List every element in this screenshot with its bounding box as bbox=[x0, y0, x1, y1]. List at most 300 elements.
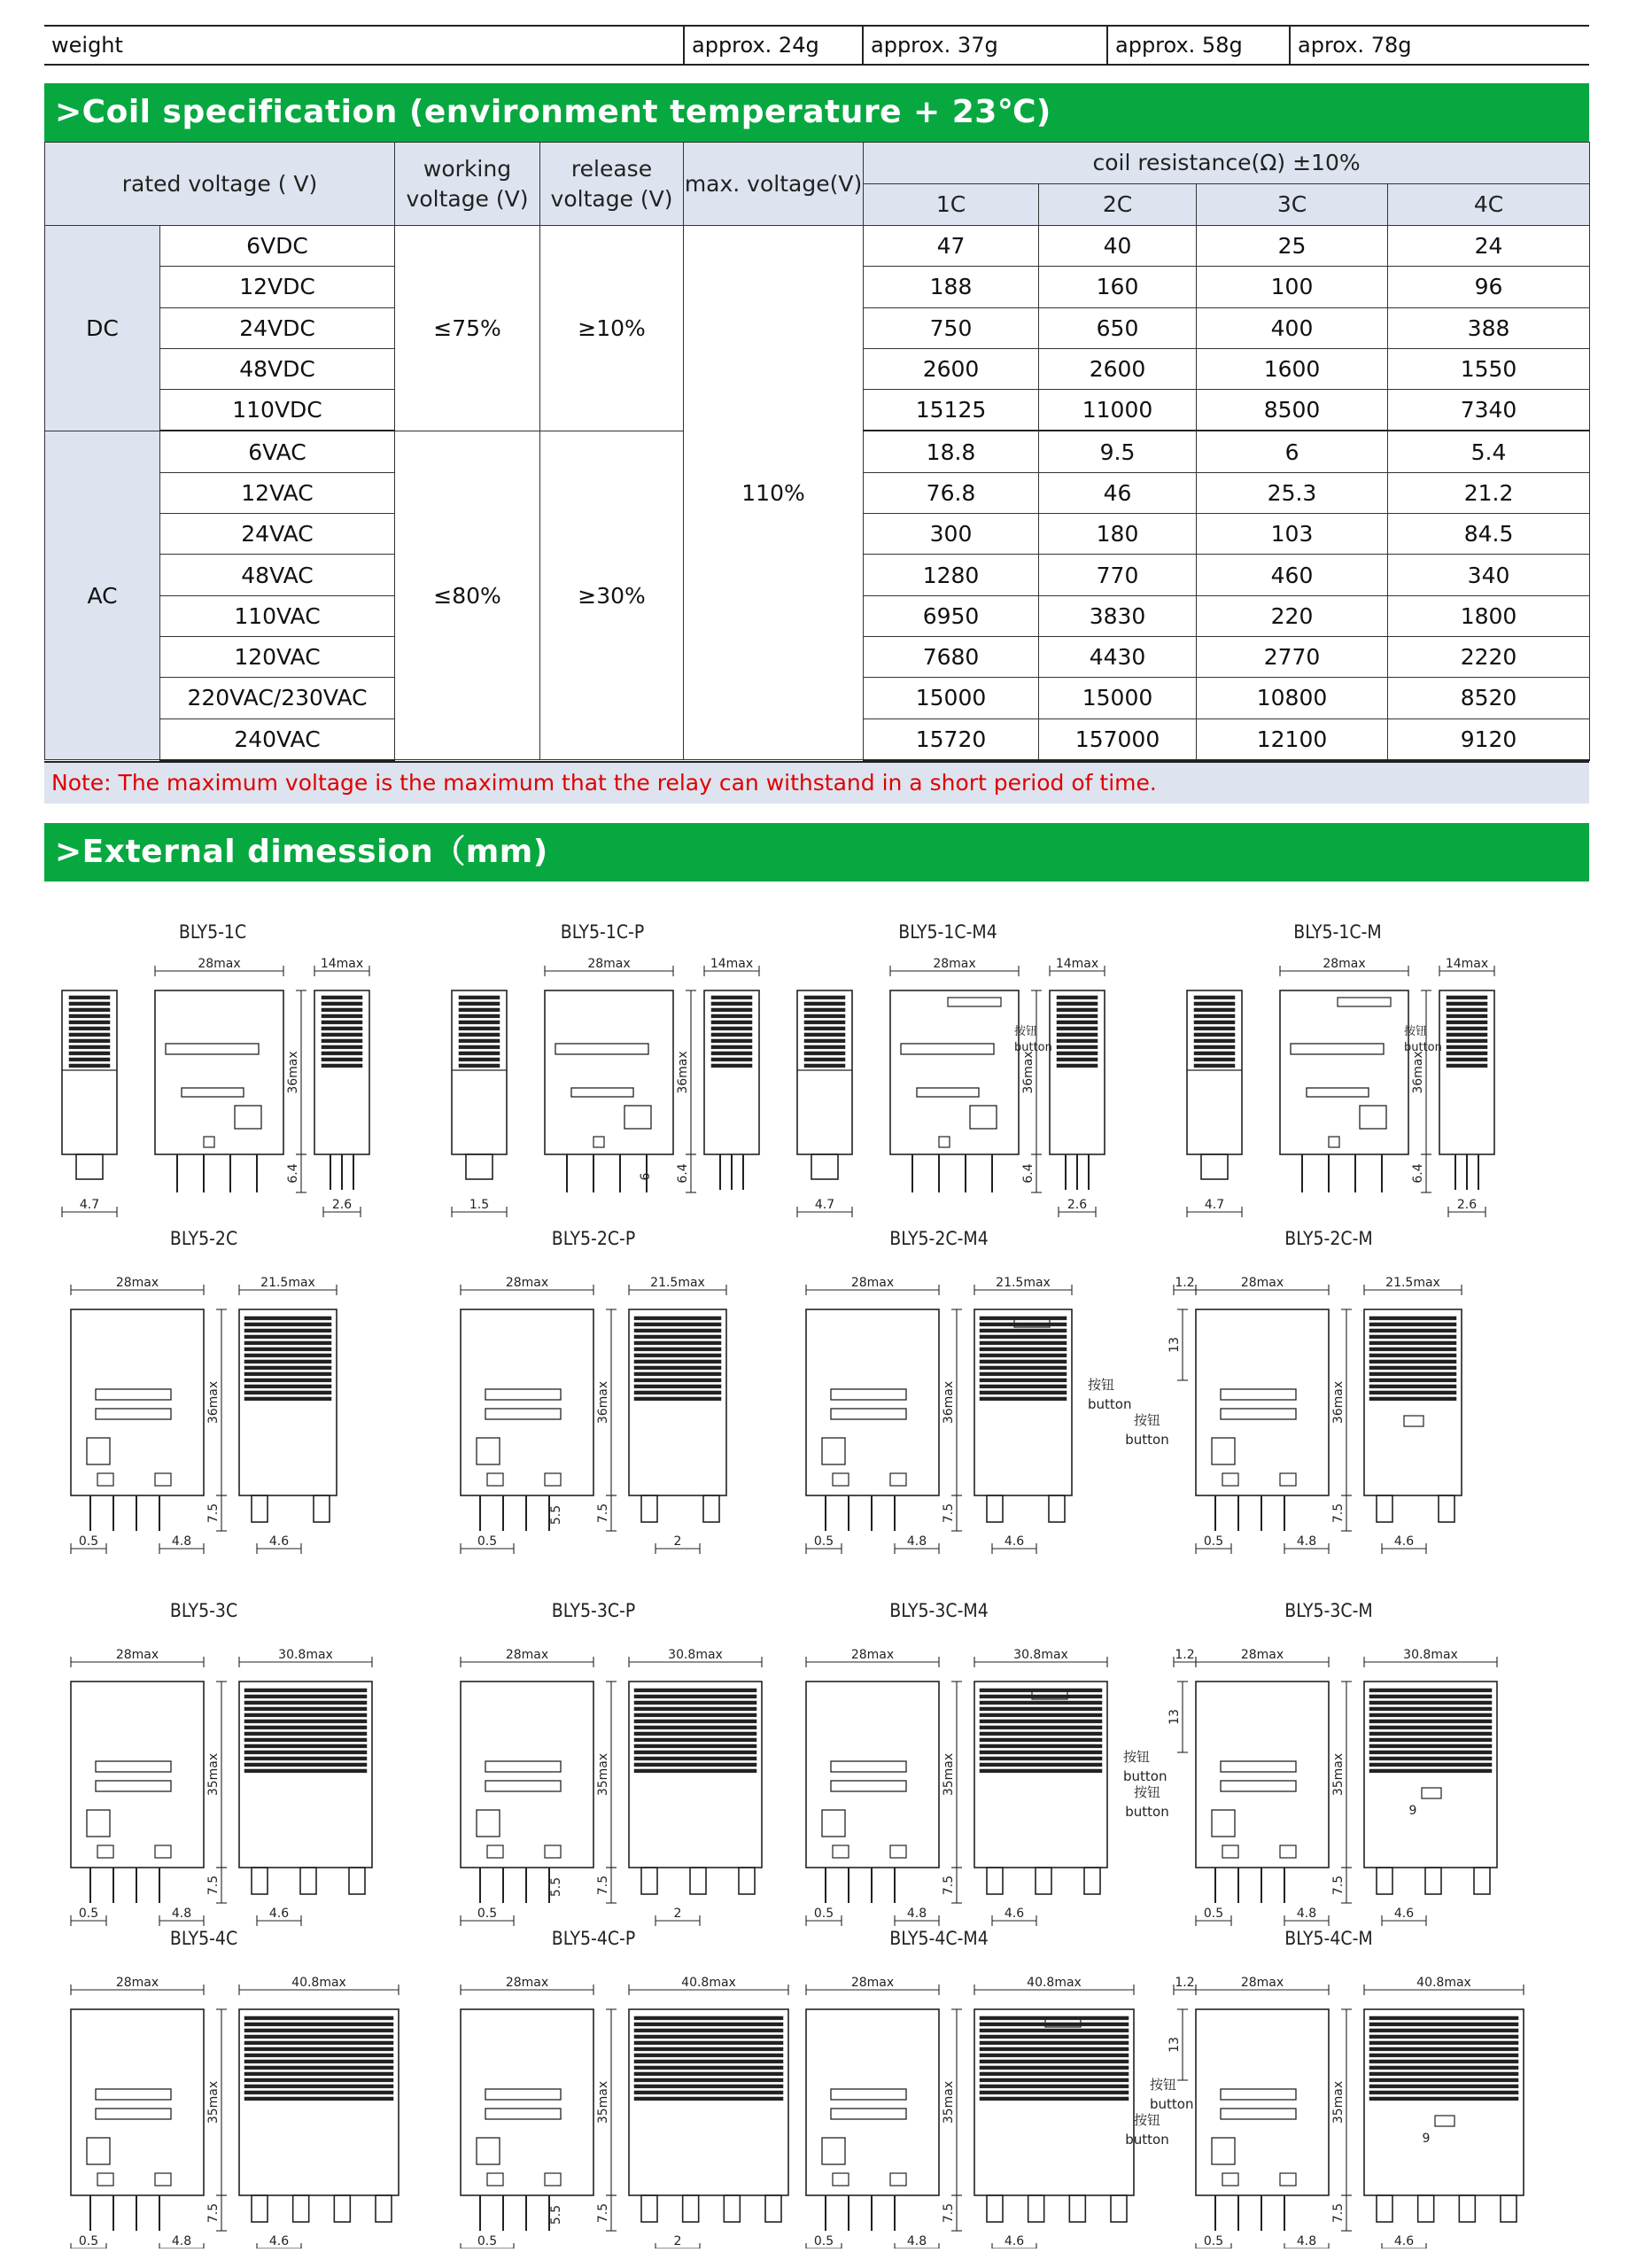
side-view-stripe bbox=[634, 2023, 783, 2026]
side-view-stripe bbox=[634, 1341, 721, 1345]
dimension-label: 4.6 bbox=[268, 1907, 290, 1921]
res-4c: 8520 bbox=[1388, 678, 1590, 718]
narrow-view-stripe bbox=[1057, 1045, 1098, 1049]
dimension-label: 5.5 bbox=[549, 1876, 563, 1898]
side-view-stripe bbox=[244, 2078, 393, 2082]
button-label: button bbox=[1014, 1041, 1052, 1054]
res-2c: 770 bbox=[1039, 555, 1197, 595]
narrow-view-stripe bbox=[322, 1033, 362, 1037]
side-view-stripe bbox=[634, 1379, 721, 1382]
dimension-label: 6.4 bbox=[1021, 1163, 1036, 1184]
front-window bbox=[1221, 1409, 1296, 1419]
side-view-stripe bbox=[634, 1385, 721, 1388]
narrow-view-stripe bbox=[1057, 1027, 1098, 1030]
side-view-stripe bbox=[634, 1695, 756, 1698]
dimension-label: 4.8 bbox=[1296, 1907, 1317, 1921]
narrow-view-stripe bbox=[1057, 1021, 1098, 1024]
front-marker bbox=[890, 1845, 906, 1858]
narrow-view-stripe bbox=[322, 1052, 362, 1055]
front-marker bbox=[833, 1473, 849, 1486]
dimension-label: 4.6 bbox=[1393, 2234, 1415, 2249]
external-dimension-title: >External dimession（mm) bbox=[44, 823, 1589, 882]
dimension-label: 28max bbox=[1323, 957, 1366, 971]
side-view-stripe bbox=[980, 2029, 1129, 2032]
dimension-label: 2.6 bbox=[331, 1198, 353, 1212]
header-4c: 4C bbox=[1388, 184, 1590, 226]
front-window bbox=[1221, 2089, 1296, 2100]
side-view-stripe bbox=[634, 1335, 721, 1339]
front-window bbox=[485, 1781, 561, 1791]
side-view-stripe bbox=[634, 1763, 756, 1767]
side-view-stripe bbox=[980, 1751, 1102, 1754]
side-view-stripe bbox=[1369, 1354, 1456, 1357]
side-view-stripe bbox=[244, 1695, 367, 1698]
side-view-stripe bbox=[634, 2097, 783, 2101]
group-dc: DC bbox=[45, 226, 160, 431]
button-label-cn: 按钮 bbox=[1133, 2112, 1161, 2128]
rated-voltage: 110VDC bbox=[160, 390, 395, 431]
front-window bbox=[166, 1044, 259, 1054]
dimension-label: 6.4 bbox=[1411, 1163, 1425, 1184]
side-view-stripe bbox=[69, 1002, 110, 1006]
terminal bbox=[987, 2195, 1003, 2222]
dimension-label: 7.5 bbox=[596, 2202, 610, 2224]
weight-row bbox=[44, 26, 1589, 65]
side-view-stripe bbox=[459, 1002, 500, 1006]
front-window bbox=[485, 1761, 561, 1772]
side-view-stripe bbox=[980, 2035, 1129, 2039]
front-led bbox=[822, 1438, 845, 1464]
side-view-stripe bbox=[1369, 1341, 1456, 1345]
front-marker bbox=[545, 1845, 561, 1858]
side-view-stripe bbox=[1369, 1707, 1492, 1711]
side-view-stripe bbox=[980, 1720, 1102, 1723]
front-view-outline bbox=[806, 1682, 939, 1868]
side-view-stripe bbox=[634, 2091, 783, 2094]
dimension-label: 2 bbox=[673, 2234, 682, 2249]
front-led bbox=[87, 1438, 110, 1464]
front-marker bbox=[155, 2173, 171, 2186]
front-window bbox=[1307, 1088, 1369, 1097]
terminal bbox=[1439, 1495, 1454, 1522]
side-view-stripe bbox=[634, 2047, 783, 2051]
side-view-stripe bbox=[244, 1323, 331, 1326]
dimension-label: 4.8 bbox=[1296, 2234, 1317, 2249]
weight-table bbox=[44, 25, 1589, 66]
dimension-label: 21.5max bbox=[260, 1276, 315, 1290]
res-2c: 15000 bbox=[1039, 678, 1197, 718]
terminal bbox=[641, 2195, 657, 2222]
res-4c: 7340 bbox=[1388, 390, 1590, 431]
dimension-label: 9 bbox=[1422, 2132, 1431, 2146]
front-view-outline bbox=[1196, 1682, 1329, 1868]
dimension-label: 0.5 bbox=[813, 1907, 834, 1921]
side-view-stripe bbox=[980, 1732, 1102, 1736]
side-view-stripe bbox=[634, 1317, 721, 1320]
front-window bbox=[1221, 1781, 1296, 1791]
narrow-view-stripe bbox=[711, 1064, 752, 1068]
side-view-stripe bbox=[69, 1045, 110, 1049]
dimension-label: 7.5 bbox=[1331, 2202, 1346, 2224]
res-2c: 2600 bbox=[1039, 348, 1197, 389]
front-window bbox=[555, 1044, 648, 1054]
side-view-stripe bbox=[1369, 2060, 1518, 2063]
side-view-stripe bbox=[1369, 1763, 1492, 1767]
res-4c: 1550 bbox=[1388, 348, 1590, 389]
dimension-label: 21.5max bbox=[1385, 1276, 1440, 1290]
side-view-stripe bbox=[980, 1366, 1067, 1370]
dimension-label: 6.4 bbox=[676, 1163, 690, 1184]
side-view-stripe bbox=[244, 2029, 393, 2032]
side-view-stripe bbox=[1369, 1757, 1492, 1760]
narrow-view-stripe bbox=[711, 1002, 752, 1006]
max-voltage-note: Note: The maximum voltage is the maximum that the relay can withstand in a short period of time. bbox=[44, 761, 1589, 804]
model-label: BLY5-3C bbox=[169, 1600, 238, 1621]
res-3c: 400 bbox=[1197, 307, 1388, 348]
dimension-label: 0.5 bbox=[1203, 1907, 1224, 1921]
weight-4c: aprox. 78g bbox=[1290, 26, 1589, 65]
dimension-drawings bbox=[44, 920, 1589, 2249]
front-view-outline bbox=[461, 1309, 593, 1495]
res-1c: 188 bbox=[864, 267, 1039, 307]
narrow-view-stripe bbox=[1447, 996, 1487, 999]
res-3c: 220 bbox=[1197, 595, 1388, 636]
side-view-stripe bbox=[1369, 1769, 1492, 1773]
terminal bbox=[1377, 1868, 1392, 1894]
front-window bbox=[1221, 1389, 1296, 1400]
res-4c: 24 bbox=[1388, 226, 1590, 267]
side-view-stripe bbox=[244, 1329, 331, 1332]
front-window bbox=[485, 2089, 561, 2100]
button-label-cn: 按钮 bbox=[1133, 1412, 1161, 1428]
terminal bbox=[641, 1868, 657, 1894]
front-view-outline bbox=[890, 990, 1019, 1154]
dimension-label: 0.5 bbox=[813, 1534, 834, 1549]
dimension-label: 28max bbox=[198, 957, 241, 971]
front-window bbox=[485, 1409, 561, 1419]
socket-pin bbox=[811, 1154, 838, 1179]
narrow-view-stripe bbox=[1057, 1058, 1098, 1061]
side-view-stripe bbox=[634, 1329, 721, 1332]
res-3c: 1600 bbox=[1197, 348, 1388, 389]
res-1c: 300 bbox=[864, 514, 1039, 555]
side-view-stripe bbox=[69, 1033, 110, 1037]
side-view-stripe bbox=[244, 2066, 393, 2070]
dimension-label: 28max bbox=[1240, 1648, 1284, 1662]
side-view-stripe bbox=[1194, 996, 1235, 999]
side-view-stripe bbox=[634, 2066, 783, 2070]
dimension-label: 0.5 bbox=[477, 2234, 498, 2249]
side-view-stripe bbox=[634, 1769, 756, 1773]
rated-voltage: 48VAC bbox=[160, 555, 395, 595]
side-view-stripe bbox=[459, 1014, 500, 1018]
side-view-stripe bbox=[244, 1744, 367, 1748]
side-view-stripe bbox=[1194, 1045, 1235, 1049]
front-led bbox=[624, 1106, 651, 1129]
dimension-label: 1.2 bbox=[1175, 1276, 1195, 1290]
dimension-label: 7.5 bbox=[206, 2202, 221, 2224]
res-2c: 9.5 bbox=[1039, 431, 1197, 472]
narrow-view-stripe bbox=[322, 1002, 362, 1006]
terminal bbox=[641, 1495, 657, 1522]
side-view-stripe bbox=[244, 2035, 393, 2039]
res-1c: 15000 bbox=[864, 678, 1039, 718]
side-view-stripe bbox=[634, 1360, 721, 1363]
header-rated-voltage: rated voltage ( V) bbox=[45, 143, 395, 226]
side-view-stripe bbox=[980, 1354, 1067, 1357]
narrow-view-stripe bbox=[1447, 1002, 1487, 1006]
button-label-cn: 按钮 bbox=[1150, 2077, 1177, 2093]
narrow-view-stripe bbox=[1447, 1014, 1487, 1018]
side-view-stripe bbox=[244, 1335, 331, 1339]
front-window bbox=[1221, 2109, 1296, 2119]
dimension-label: 28max bbox=[115, 1276, 159, 1290]
terminal bbox=[739, 1868, 755, 1894]
table-row bbox=[45, 226, 1590, 267]
front-marker bbox=[890, 1473, 906, 1486]
header-3c: 3C bbox=[1197, 184, 1388, 226]
side-view-stripe bbox=[1369, 1397, 1456, 1401]
side-view-stripe bbox=[244, 2072, 393, 2076]
dimension-label: 14max bbox=[320, 957, 364, 971]
res-4c: 84.5 bbox=[1388, 514, 1590, 555]
rated-voltage: 12VAC bbox=[160, 472, 395, 513]
side-view-stripe bbox=[1369, 1366, 1456, 1370]
res-4c: 21.2 bbox=[1388, 472, 1590, 513]
terminal bbox=[1111, 2195, 1127, 2222]
side-view-stripe bbox=[1369, 2085, 1518, 2088]
side-view-stripe bbox=[980, 1707, 1102, 1711]
narrow-view-stripe bbox=[1057, 1033, 1098, 1037]
front-window bbox=[831, 1409, 906, 1419]
button-label-cn: 按钮 bbox=[1123, 1749, 1151, 1765]
side-view-stripe bbox=[804, 1002, 845, 1006]
dimension-label: 4.6 bbox=[1004, 2234, 1025, 2249]
terminal bbox=[703, 1495, 719, 1522]
side-view-stripe bbox=[1194, 1014, 1235, 1018]
side-view-stripe bbox=[69, 996, 110, 999]
narrow-view-stripe bbox=[322, 1045, 362, 1049]
side-view-stripe bbox=[634, 1391, 721, 1394]
dimension-label: 7.5 bbox=[942, 2202, 956, 2224]
side-view-stripe bbox=[1194, 1052, 1235, 1055]
front-window bbox=[571, 1088, 633, 1097]
side-view-stripe bbox=[244, 1354, 331, 1357]
ac-working: ≤80% bbox=[395, 431, 540, 759]
dimension-label: 14max bbox=[710, 957, 754, 971]
button-label-cn: 按钮 bbox=[1133, 1784, 1161, 1800]
front-led bbox=[477, 1810, 500, 1837]
narrow-view-stripe bbox=[1447, 1058, 1487, 1061]
narrow-view-stripe bbox=[1057, 1002, 1098, 1006]
dimension-label: 30.8max bbox=[668, 1648, 723, 1662]
side-view-stripe bbox=[980, 1744, 1102, 1748]
front-marker bbox=[1280, 2173, 1296, 2186]
side-view-stripe bbox=[459, 1008, 500, 1012]
front-window bbox=[831, 2109, 906, 2119]
narrow-view-stripe bbox=[711, 1027, 752, 1030]
dimension-label: 5.5 bbox=[549, 2204, 563, 2225]
side-view-stripe bbox=[634, 2016, 783, 2020]
side-view-stripe bbox=[634, 2085, 783, 2088]
res-2c: 40 bbox=[1039, 226, 1197, 267]
rated-voltage: 110VAC bbox=[160, 595, 395, 636]
model-label: BLY5-1C-M4 bbox=[898, 921, 997, 943]
side-view-stripe bbox=[459, 996, 500, 999]
socket-pin bbox=[1201, 1154, 1228, 1179]
front-marker bbox=[593, 1137, 604, 1147]
dimension-label: 35max bbox=[1331, 1752, 1346, 1797]
side-view-stripe bbox=[244, 1732, 367, 1736]
side-view-stripe bbox=[980, 2047, 1129, 2051]
front-view-outline bbox=[461, 1682, 593, 1868]
side-view-stripe bbox=[634, 1707, 756, 1711]
dimension-label: 36max bbox=[1021, 1051, 1036, 1094]
side-view-stripe bbox=[244, 2047, 393, 2051]
front-led bbox=[970, 1106, 997, 1129]
dimension-label: 35max bbox=[596, 1752, 610, 1797]
dimension-label: 4.8 bbox=[171, 2234, 192, 2249]
side-view-stripe bbox=[804, 1058, 845, 1061]
dimension-label: 40.8max bbox=[1416, 1976, 1471, 1990]
front-marker bbox=[939, 1137, 950, 1147]
front-window bbox=[182, 1088, 244, 1097]
side-view-stripe bbox=[459, 1052, 500, 1055]
side-view-stripe bbox=[634, 1744, 756, 1748]
side-view-stripe bbox=[1194, 1027, 1235, 1030]
front-marker bbox=[1280, 1845, 1296, 1858]
narrow-view-stripe bbox=[1057, 1014, 1098, 1018]
dimension-label: 36max bbox=[676, 1051, 690, 1094]
res-4c: 2220 bbox=[1388, 636, 1590, 677]
dimension-label: 0.5 bbox=[477, 1907, 498, 1921]
dimension-label: 4.7 bbox=[814, 1198, 835, 1212]
dimension-label: 5.5 bbox=[549, 1504, 563, 1526]
side-view-stripe bbox=[69, 1014, 110, 1018]
side-view-stripe bbox=[459, 1027, 500, 1030]
button-label: button bbox=[1125, 2132, 1169, 2148]
model-label: BLY5-1C bbox=[178, 921, 247, 943]
narrow-view-stripe bbox=[1447, 1033, 1487, 1037]
side-view-stripe bbox=[244, 1726, 367, 1729]
side-view-stripe bbox=[69, 1058, 110, 1061]
side-view-stripe bbox=[804, 1033, 845, 1037]
side-view-stripe bbox=[980, 2060, 1129, 2063]
front-view-outline bbox=[155, 990, 283, 1154]
dimension-label: 36max bbox=[942, 1380, 956, 1425]
front-window bbox=[96, 2109, 171, 2119]
button-label: button bbox=[1125, 1432, 1169, 1448]
side-view-stripe bbox=[804, 1027, 845, 1030]
dimension-label: 28max bbox=[850, 1976, 895, 1990]
dimension-label: 6 bbox=[639, 1172, 653, 1181]
terminal bbox=[300, 1868, 316, 1894]
front-window bbox=[831, 2089, 906, 2100]
side-view-stripe bbox=[634, 2072, 783, 2076]
side-view-stripe bbox=[244, 1397, 331, 1401]
res-2c: 3830 bbox=[1039, 595, 1197, 636]
side-view-stripe bbox=[634, 1738, 756, 1742]
res-4c: 340 bbox=[1388, 555, 1590, 595]
side-view-stripe bbox=[244, 2016, 393, 2020]
res-3c: 2770 bbox=[1197, 636, 1388, 677]
res-4c: 388 bbox=[1388, 307, 1590, 348]
dimension-label: 14max bbox=[1055, 957, 1099, 971]
res-1c: 7680 bbox=[864, 636, 1039, 677]
side-view-stripe bbox=[980, 2054, 1129, 2057]
dimension-label: 6.4 bbox=[286, 1163, 300, 1184]
dimension-label: 28max bbox=[850, 1648, 895, 1662]
side-view-stripe bbox=[244, 1385, 331, 1388]
side-view-stripe bbox=[980, 1701, 1102, 1705]
res-3c: 6 bbox=[1197, 431, 1388, 472]
dimension-label: 28max bbox=[505, 1276, 549, 1290]
front-marker bbox=[97, 1845, 113, 1858]
front-led bbox=[235, 1106, 261, 1129]
res-2c: 11000 bbox=[1039, 390, 1197, 431]
dimension-label: 7.5 bbox=[942, 1875, 956, 1896]
narrow-view-stripe bbox=[1447, 1008, 1487, 1012]
side-view-stripe bbox=[1369, 2097, 1518, 2101]
dimension-label: 2.6 bbox=[1456, 1198, 1478, 1212]
terminal bbox=[252, 2195, 268, 2222]
narrow-view-stripe bbox=[711, 1014, 752, 1018]
side-view-stripe bbox=[804, 1014, 845, 1018]
dimension-label: 4.8 bbox=[171, 1907, 192, 1921]
narrow-view-stripe bbox=[322, 1008, 362, 1012]
dimension-label: 30.8max bbox=[1013, 1648, 1068, 1662]
rated-voltage: 24VAC bbox=[160, 514, 395, 555]
dimension-label: 1.2 bbox=[1175, 1976, 1195, 1990]
front-window bbox=[1291, 1044, 1384, 1054]
button-label: button bbox=[1088, 1396, 1132, 1412]
res-3c: 100 bbox=[1197, 267, 1388, 307]
group-ac: AC bbox=[45, 431, 160, 759]
terminal bbox=[1459, 2195, 1475, 2222]
coil-spec-table bbox=[44, 142, 1590, 761]
dimension-label: 7.5 bbox=[206, 1875, 221, 1896]
side-view-stripe bbox=[980, 1329, 1067, 1332]
narrow-view-stripe bbox=[711, 1008, 752, 1012]
rated-voltage: 240VAC bbox=[160, 718, 395, 760]
dimension-label: 0.5 bbox=[78, 2234, 99, 2249]
header-2c: 2C bbox=[1039, 184, 1197, 226]
side-view-stripe bbox=[1194, 1064, 1235, 1068]
socket-pin bbox=[466, 1154, 493, 1179]
front-marker bbox=[1329, 1137, 1339, 1147]
dimension-label: 40.8max bbox=[291, 1976, 346, 1990]
side-view-stripe bbox=[1369, 2029, 1518, 2032]
rated-voltage: 220VAC/230VAC bbox=[160, 678, 395, 718]
header-max-voltage: max. voltage(V) bbox=[684, 143, 864, 226]
side-view-stripe bbox=[634, 2035, 783, 2039]
terminal bbox=[252, 1495, 268, 1522]
button-marker bbox=[1422, 1788, 1441, 1798]
rated-voltage: 48VDC bbox=[160, 348, 395, 389]
terminal bbox=[1049, 1495, 1065, 1522]
side-view-stripe bbox=[634, 1732, 756, 1736]
button-marker bbox=[948, 998, 1001, 1006]
res-2c: 4430 bbox=[1039, 636, 1197, 677]
ac-release: ≥30% bbox=[540, 431, 684, 759]
side-view-stripe bbox=[804, 1064, 845, 1068]
terminal bbox=[1084, 1868, 1100, 1894]
dimension-label: 35max bbox=[206, 2080, 221, 2124]
narrow-view-stripe bbox=[322, 1021, 362, 1024]
side-view-stripe bbox=[1194, 1008, 1235, 1012]
side-view-stripe bbox=[980, 2041, 1129, 2045]
side-view-stripe bbox=[69, 1027, 110, 1030]
